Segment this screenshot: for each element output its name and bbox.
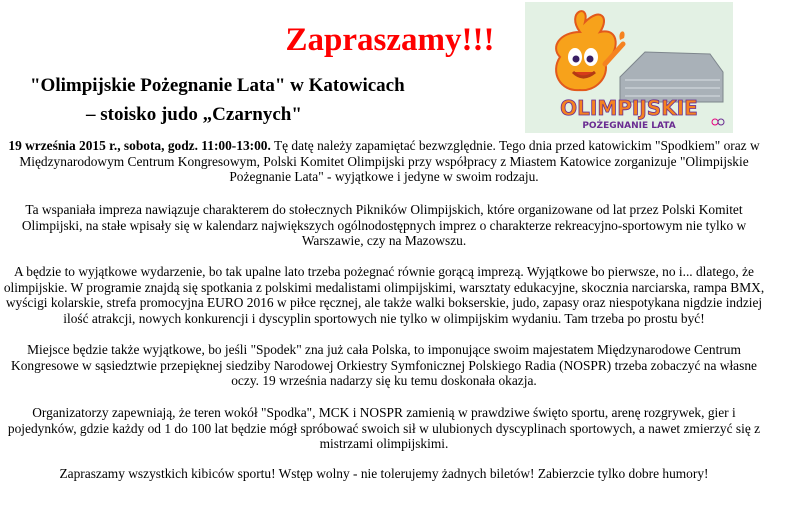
paragraph-invitation: Zapraszamy wszystkich kibiców sportu! Wstęp wolny - nie tolerujemy żadnych biletów! Zabierzcie tylko dobre humory! <box>59 466 709 481</box>
olimpijskie-logo <box>525 2 733 133</box>
paragraph-program: A będzie to wyjątkowe wydarzenie, bo tak upalne lato trzeba pożegnać równie gorącą imprezą. Wyjątkowe bo pierwsze, no i... dlatego, że olimpijskie. W programie znajdą się spotkania z polskimi medalistami olimpijskimi, warsztaty edukacyjne, skocznia narciarska, rampa BMX, wyścigi kolarskie, strefa promocyjna EURO 2016 w piłce ręcznej, ale także walki bokserskie, judo, zapasy oraz niespotykana nigdzie indziej ilość atrakcji, nowych konkurencji i dyscyplin sportowych nie tylko w olimpijskim wydaniu. Tam trzeba po prostu być! <box>3 264 765 326</box>
paragraph-organizers: Organizatorzy zapewniają, że teren wokół "Spodka", MCK i NOSPR zamienią w prawdziwe święto sportu, arenę rozgrywek, gier i pojedynków, gdzie każdy od 1 do 100 lat będzie mógł spróbować swoich sił w ulubionych dyscyplinach sportowych, a nawet zmierzyć się z mistrzami olimpijskimi. <box>7 405 761 452</box>
paragraph-picnic: Ta wspaniała impreza nawiązuje charakterem do stołecznych Pikników Olimpijskich, które organizowane od lat przez Polski Komitet Olimpijski, na stałe wpisały się w kalendarz największych ogólnodostępnych imprez o charakterze rekreacyjno-sportowym nie tylko w Warszawie, czy na Mazowszu. <box>21 202 747 249</box>
paragraph-date <box>0 138 768 185</box>
logo-text-main: OLIMPIJSKIE <box>560 96 698 120</box>
page-title: Zapraszamy!!! <box>285 22 495 58</box>
event-heading: "Olimpijskie Pożegnanie Lata" w Katowicach <box>30 75 405 96</box>
paragraph-date-text: Tę datę należy zapamiętać bezwzględnie. Tego dnia przed katowickim "Spodkiem" oraz w Międzynarodowym Centrum Kongresowym, Polski Komitet Olimpijski przy współpracy z Miastem Katowice zorganizuje "Olimpijskie Pożegnanie Lata" - wyjątkowe i jedyne w swoim rodzaju. <box>19 138 760 185</box>
event-date: 19 września 2015 r., sobota, godz. 11:00-13:00. <box>8 138 271 153</box>
logo-text-sub: POŻEGNANIE LATA <box>582 121 676 131</box>
mascot-flame-icon <box>525 2 733 133</box>
paragraph-venue: Miejsce będzie także wyjątkowe, bo jeśli "Spodek" zna już cała Polska, to imponujące swoim majestatem Międzynarodowe Centrum Kongresowe w sąsiedztwie przepięknej siedziby Narodowej Orkiestry Symfonicznej Polskiego Radia (NOSPR) trzeba zobaczyć na własne oczy. 19 września nadarzy się ku temu doskonała okazja. <box>11 342 757 389</box>
event-subheading: – stoisko judo „Czarnych" <box>86 104 302 125</box>
